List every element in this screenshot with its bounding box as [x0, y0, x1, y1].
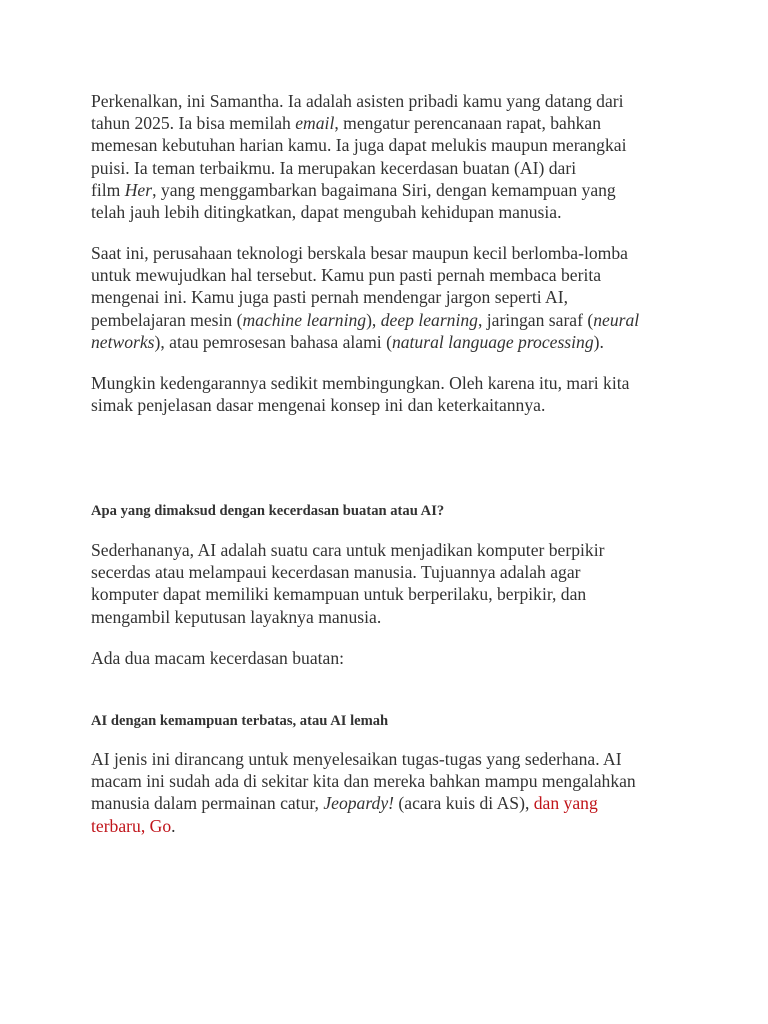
paragraph-intro: [91, 90, 626, 223]
text: Saat ini, perusahaan teknologi berskala besar maupun kecil berlomba-lomba: [91, 243, 628, 263]
text: mengenai ini. Kamu juga pasti pernah mendengar jargon seperti AI,: [91, 287, 569, 308]
paragraph-third: [91, 372, 629, 416]
text: mengambil keputusan layaknya manusia.: [91, 606, 382, 627]
text: memesan kebutuhan harian kamu. Ia juga dapat melukis maupun merangkai: [91, 135, 627, 156]
text: komputer dapat memiliki kemampuan untuk berperilaku, berpikir, dan: [91, 584, 587, 605]
text: telah jauh lebih ditingkatkan, dapat mengubah kehidupan manusia.: [91, 202, 562, 223]
go-link-continued[interactable]: terbaru, Go: [91, 815, 172, 836]
text: , yang menggambarkan bagaimana Siri, dengan kemampuan yang: [152, 179, 616, 200]
italic-term: natural language processing: [391, 331, 594, 352]
paragraph-sixth: [91, 748, 636, 837]
text: .: [171, 815, 176, 836]
text: simak penjelasan dasar mengenai konsep ini dan keterkaitannya.: [91, 395, 546, 416]
italic-term: networks: [91, 331, 155, 352]
text: film: [91, 179, 125, 200]
text: tahun 2025. Ia bisa memilah: [91, 113, 296, 134]
text: (acara kuis di AS),: [394, 793, 534, 814]
text: Ada dua macam kecerdasan buatan:: [91, 648, 345, 668]
text: untuk mewujudkan hal tersebut. Kamu pun pasti pernah membaca berita: [91, 265, 602, 286]
text: macam ini sudah ada di sekitar kita dan mereka bahkan mampu mengalahkan: [91, 771, 636, 792]
italic-term: neural: [593, 309, 640, 330]
italic-term: email: [295, 113, 335, 134]
italic-term: deep learning: [380, 309, 478, 330]
text: ),: [366, 309, 381, 330]
text: Perkenalkan, ini Samantha. Ia adalah asisten pribadi kamu yang datang dari: [91, 91, 624, 111]
text: secerdas atau melampaui kecerdasan manusia. Tujuannya adalah agar: [91, 562, 581, 583]
go-link[interactable]: dan yang: [533, 793, 598, 814]
text: ).: [593, 331, 604, 352]
text: puisi. Ia teman terbaikmu. Ia merupakan kecerdasan buatan (AI) dari: [91, 157, 577, 178]
text: ), atau pemrosesan bahasa alami (: [154, 331, 392, 352]
text: , mengatur perencanaan rapat, bahkan: [334, 113, 602, 134]
text: Mungkin kedengarannya sedikit membingungkan. Oleh karena itu, mari kita: [91, 373, 630, 393]
italic-term: Jeopardy!: [323, 793, 394, 814]
text: , jaringan saraf (: [477, 309, 594, 330]
italic-term: machine learning: [242, 309, 367, 330]
text: AI jenis ini dirancang untuk menyelesaikan tugas-tugas yang sederhana. AI: [91, 749, 622, 769]
paragraph-fourth: [91, 539, 604, 628]
paragraph-fifth: [91, 647, 344, 669]
section-heading-weak-ai: AI dengan kemampuan terbatas, atau AI lemah: [91, 713, 389, 729]
section-heading-ai: Apa yang dimaksud dengan kecerdasan buatan atau AI?: [91, 503, 445, 519]
text: manusia dalam permainan catur,: [91, 793, 324, 814]
paragraph-second: [91, 242, 639, 353]
text: Sederhananya, AI adalah suatu cara untuk menjadikan komputer berpikir: [91, 540, 605, 560]
italic-term: Her: [124, 179, 153, 200]
text: pembelajaran mesin (: [91, 309, 243, 330]
